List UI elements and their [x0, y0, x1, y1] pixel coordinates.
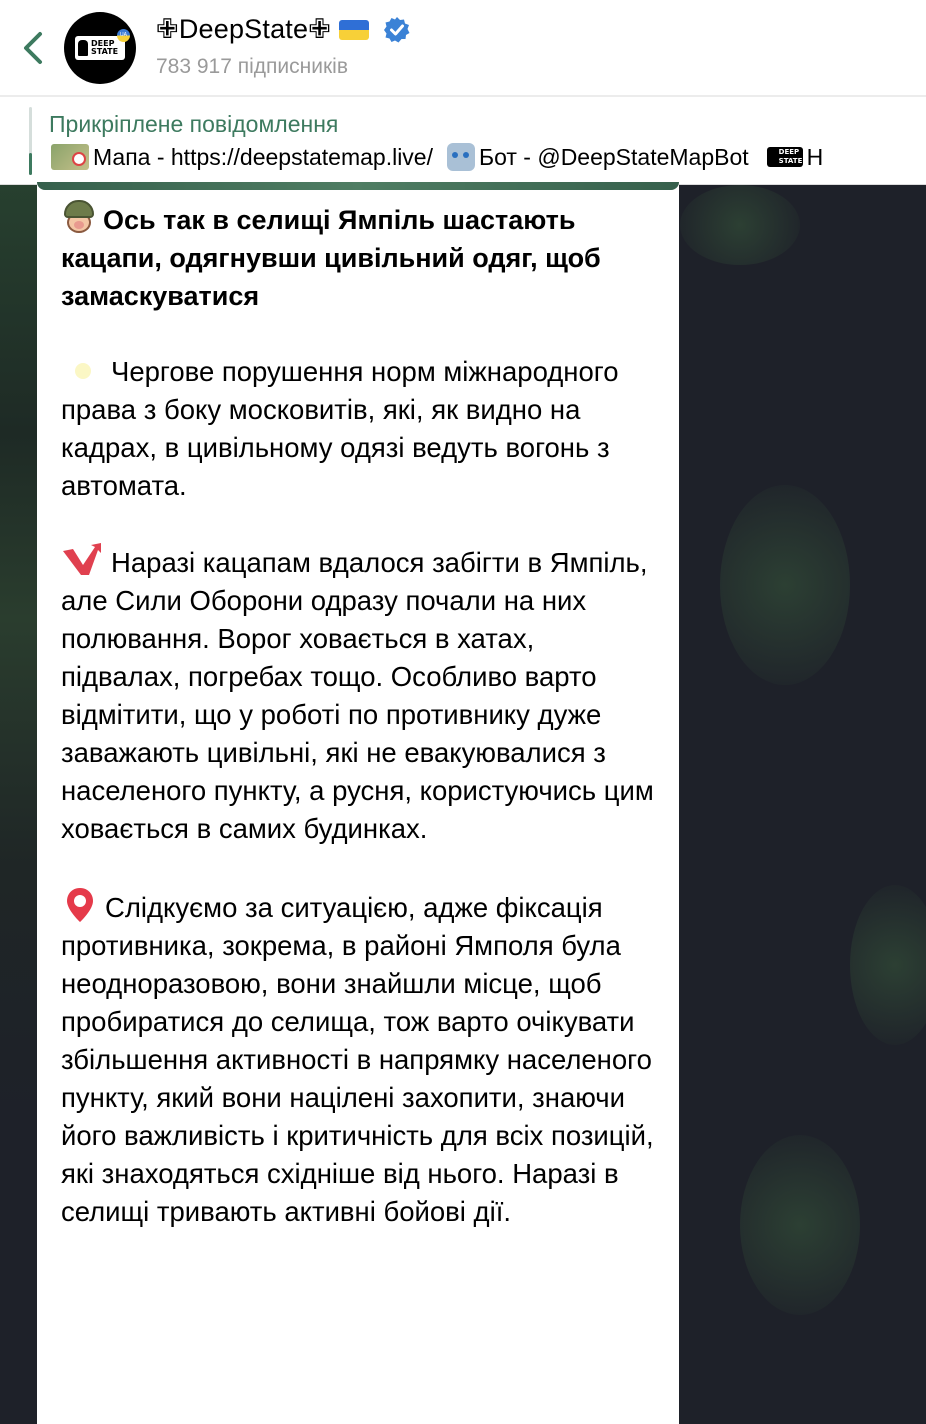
avatar-text: STATE	[91, 47, 119, 56]
back-button[interactable]	[18, 28, 48, 68]
deepstate-logo-icon: DEEP STATE	[767, 147, 803, 167]
wallpaper-foliage	[850, 885, 926, 1045]
paragraph-text: Наразі кацапам вдалося забігти в Ямпіль, але Сили Оборони одразу почали на них полювання. Ворог ховається в хатах, підвалах, погребах тощо. Особливо варто відмітити, що у роботі по противнику дуже заважають цивільні, які не евакуювалися з населеного пункту, а русня, користуючись цим ховається в самих будинках.	[61, 547, 654, 844]
yellow-dot-icon	[75, 363, 91, 379]
paragraph-text: Слідкуємо за ситуацією, адже фіксація противника, зокрема, в районі Ямполя була неодноразовою, вони знайшли місце, щоб пробиратися до селища, тож варто очікувати збільшення активності в напрямку населеного пункту, який вони націлені захопити, знаючи його важливість і критичність для всіх позицій, які знаходяться східніше від нього. Наразі в селищі тривають активні бойові дії.	[61, 892, 654, 1227]
message-paragraph	[61, 353, 661, 505]
message-paragraph	[61, 543, 661, 848]
subscriber-count: 783 917 підписників	[156, 55, 348, 78]
deepstate-logo-icon	[75, 32, 127, 60]
chevron-left-icon	[18, 28, 48, 68]
map-icon	[51, 144, 89, 170]
message-paragraph	[61, 886, 661, 1231]
channel-title: ✙DeepState✙	[156, 14, 332, 44]
channel-title-row[interactable]	[156, 14, 411, 45]
verified-badge-icon	[383, 16, 411, 44]
avatar-text: DEEP	[91, 39, 115, 48]
ukraine-flag-icon	[339, 20, 369, 40]
pinned-message-bar[interactable]	[0, 97, 926, 185]
pinned-label: Прикріплене повідомлення	[49, 111, 339, 137]
robot-icon	[447, 143, 475, 171]
pinned-text	[51, 143, 823, 171]
pig-soldier-icon	[61, 200, 97, 234]
wallpaper-foliage	[680, 185, 800, 265]
ua-badge: UA	[117, 29, 130, 42]
wallpaper-foliage	[740, 1135, 860, 1315]
paragraph-text: Чергове порушення норм міжнародного права з боку московитів, які, як видно на кадрах, в цивільному одязі ведуть вогонь з автомата.	[61, 356, 619, 501]
message-text	[61, 200, 661, 1269]
pinned-segment-bot: Бот - @DeepStateMapBot	[479, 143, 749, 170]
red-arrow-icon	[61, 543, 105, 577]
headline-text: Ось так в селищі Ямпіль шастають кацапи, одягнувши цивільний одяг, щоб замаскуватися	[61, 205, 601, 311]
message-headline	[61, 200, 661, 315]
message-media-bottom-edge[interactable]	[37, 182, 679, 190]
channel-avatar[interactable]	[64, 12, 136, 84]
pinned-indicator	[29, 107, 32, 175]
location-pin-icon	[61, 886, 99, 924]
wallpaper-tree-left	[0, 185, 40, 1424]
pinned-segment-more: H	[806, 143, 824, 170]
pinned-segment-map: Мапа - https://deepstatemap.live/	[93, 143, 433, 170]
chess-knight-icon	[78, 40, 88, 56]
wallpaper-foliage	[720, 485, 850, 685]
chat-header	[0, 0, 926, 97]
